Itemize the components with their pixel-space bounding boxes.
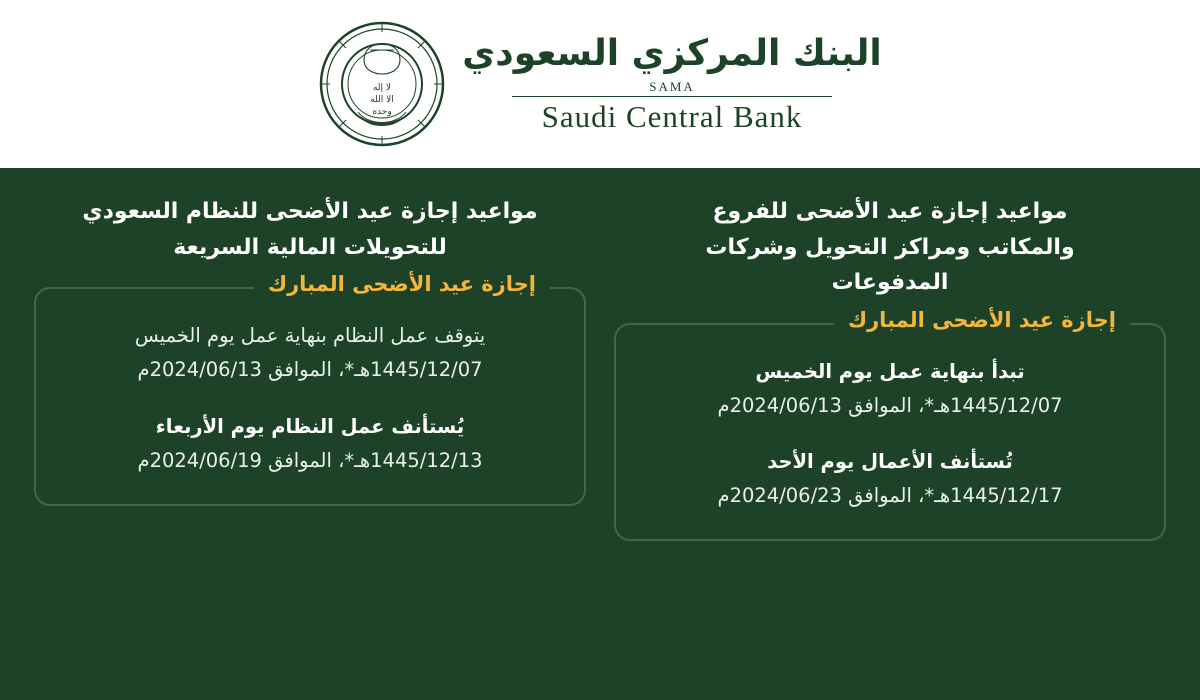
logo-arabic-name: البنك المركزي السعودي	[462, 33, 882, 74]
panel-right-title: مواعيد إجازة عيد الأضحى للفروع والمكاتب ومراكز التحويل وشركات المدفوعات	[705, 199, 1075, 296]
logo-divider	[512, 96, 832, 97]
panel-sarie-system	[34, 194, 586, 680]
panel-right-entry-1	[717, 355, 1062, 423]
panel-left-entry-2	[137, 410, 482, 478]
entry-detail: 1445/12/07هـ*، الموافق 2024/06/13م	[137, 358, 483, 382]
entry-detail: 1445/12/17هـ*، الموافق 2024/06/23م	[717, 484, 1063, 508]
entry-detail: 1445/12/13هـ*، الموافق 2024/06/19م	[137, 448, 483, 472]
panel-branches-offices	[614, 194, 1166, 680]
panel-left-card	[34, 272, 586, 506]
logo-sama-abbrev: SAMA	[649, 79, 695, 94]
panel-left-entry-1	[135, 319, 485, 387]
panel-left-title: مواعيد إجازة عيد الأضحى للنظام السعودي للتحويلات المالية السريعة	[82, 199, 538, 260]
logo-wordmark	[462, 33, 882, 134]
entry-heading: يُستأنف عمل النظام يوم الأربعاء	[155, 414, 465, 438]
panel-left-badge: إجازة عيد الأضحى المبارك	[254, 272, 550, 296]
entry-heading: يتوقف عمل النظام بنهاية عمل يوم الخميس	[134, 324, 486, 348]
page-header	[0, 0, 1200, 168]
logo-english-name: Saudi Central Bank	[541, 99, 803, 134]
panel-right-card	[614, 307, 1166, 542]
entry-detail: 1445/12/07هـ*، الموافق 2024/06/13م	[717, 394, 1063, 417]
bank-logo	[318, 20, 881, 148]
entry-heading: تُستأنف الأعمال يوم الأحد	[767, 450, 1013, 474]
svg-text:وحده: وحده	[372, 107, 392, 117]
saudi-central-bank-seal-icon	[318, 20, 446, 148]
panel-right-badge: إجازة عيد الأضحى المبارك	[834, 308, 1130, 332]
content-area	[0, 168, 1200, 700]
svg-text:لا إله: لا إله	[373, 83, 392, 93]
svg-text:الا الله: الا الله	[370, 95, 395, 105]
entry-heading: تبدأ بنهاية عمل يوم الخميس	[755, 359, 1025, 383]
panel-right-entry-2	[717, 445, 1062, 513]
